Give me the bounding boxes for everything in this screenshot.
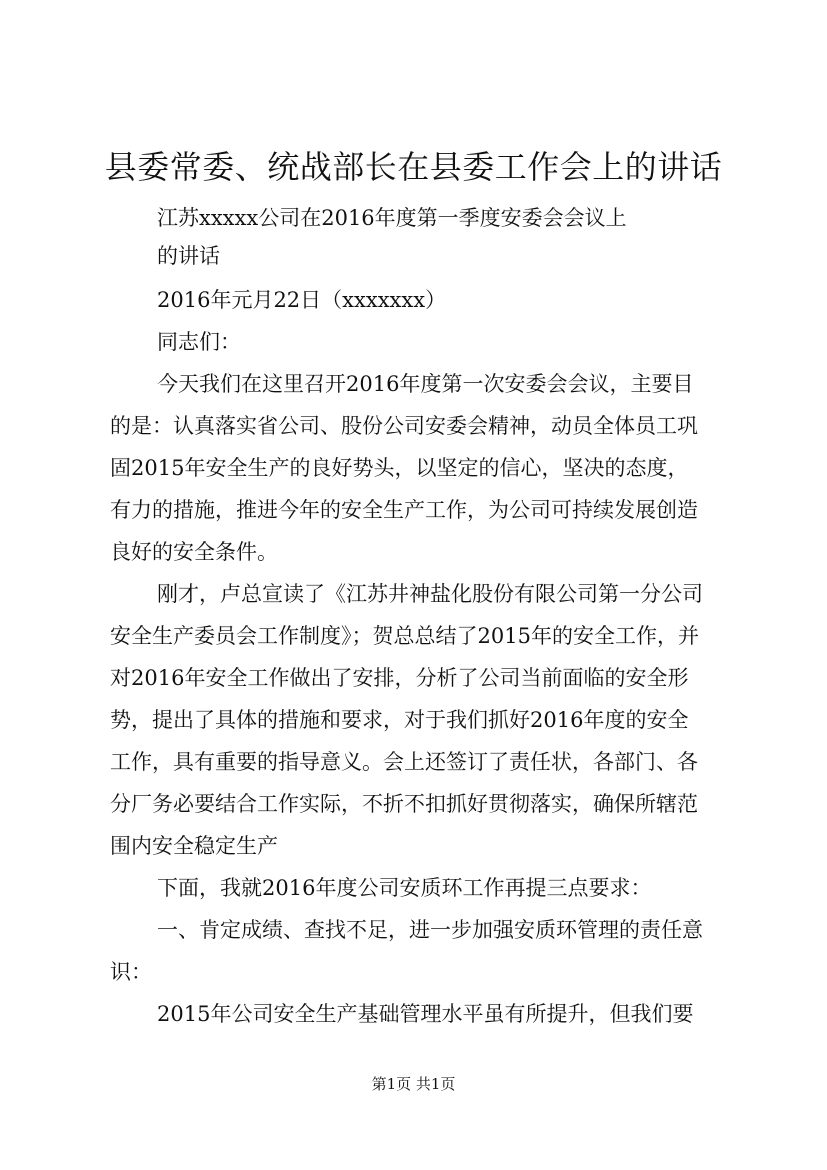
document-title: 县委常委、统战部长在县委工作会上的讲话	[104, 148, 723, 186]
page-footer: 第1页 共1页	[371, 1075, 456, 1093]
paragraph-2-line-6: 分厂务必要结合工作实际，不折不扣抓好贯彻落实，确保所辖范	[110, 792, 698, 816]
paragraph-2-line-5: 工作，具有重要的指导意义。会上还签订了责任状，各部门、各	[110, 750, 698, 774]
subtitle-line-1: 江苏xxxxx公司在2016年度第一季度安委会会议上	[157, 206, 627, 230]
paragraph-1-line-2: 的是：认真落实省公司、股份公司安委会精神，动员全体员工巩	[110, 414, 698, 438]
paragraph-4-line-1: 2015年公司安全生产基础管理水平虽有所提升，但我们要	[157, 1002, 694, 1026]
salutation: 同志们：	[157, 330, 241, 354]
paragraph-1-line-3: 固2015年安全生产的良好势头，以坚定的信心，坚决的态度，	[110, 456, 689, 480]
paragraph-1-line-1: 今天我们在这里召开2016年度第一次安委会会议，主要目	[157, 372, 694, 396]
date-line: 2016年元月22日（xxxxxxx）	[157, 288, 447, 312]
paragraph-2-line-3: 对2016年安全工作做出了安排，分析了公司当前面临的安全形	[110, 666, 689, 690]
paragraph-3-line-1: 下面，我就2016年度公司安质环工作再提三点要求：	[157, 876, 652, 900]
paragraph-1-line-5: 良好的安全条件。	[110, 540, 278, 564]
subtitle-line-2: 的讲话	[157, 244, 220, 268]
paragraph-2-line-7: 围内安全稳定生产	[110, 834, 278, 858]
paragraph-1-line-4: 有力的措施，推进今年的安全生产工作，为公司可持续发展创造	[110, 498, 698, 522]
section-heading-1-line-2: 识：	[110, 960, 152, 984]
paragraph-2-line-1: 刚才，卢总宣读了《江苏井神盐化股份有限公司第一分公司	[157, 582, 703, 606]
paragraph-2-line-4: 势，提出了具体的措施和要求，对于我们抓好2016年度的安全	[110, 708, 689, 732]
section-heading-1-line-1: 一、肯定成绩、查找不足，进一步加强安质环管理的责任意	[157, 918, 703, 942]
paragraph-2-line-2: 安全生产委员会工作制度》；贺总总结了2015年的安全工作，并	[110, 624, 699, 648]
